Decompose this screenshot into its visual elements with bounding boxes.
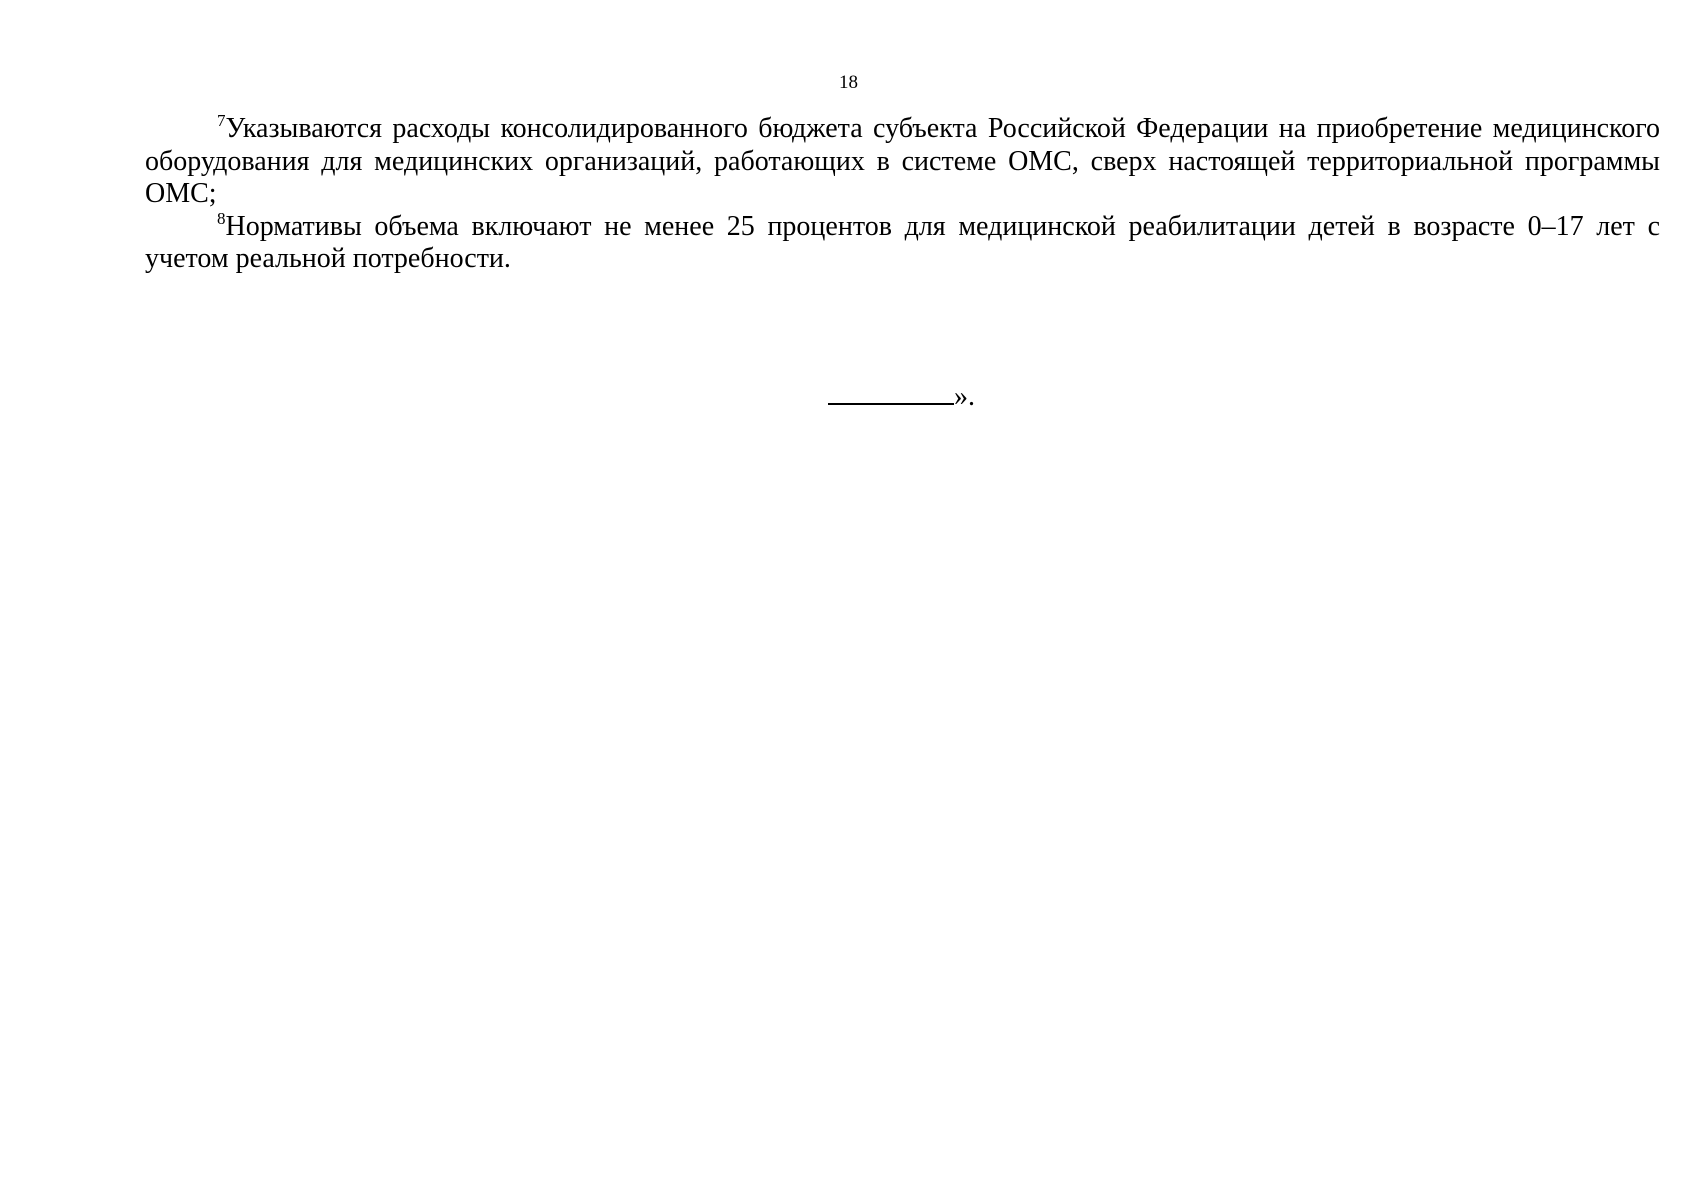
underline-rule	[828, 379, 954, 405]
footnote-text: Указываются расходы консолидированного бюджета субъекта Российской Федерации на приобретение медицинского оборудования для медицинских организаций, работающих в системе ОМС, сверх настоящей территориальной программы ОМС;	[145, 113, 1660, 209]
closing-quote-mark: ».	[954, 381, 975, 412]
page-number: 18	[839, 72, 858, 93]
closing-line	[828, 379, 975, 413]
footnote-7	[145, 113, 1660, 211]
footnotes	[145, 113, 1660, 276]
footnote-text: Нормативы объема включают не менее 25 процентов для медицинской реабилитации детей в возрасте 0–17 лет с учетом реальной потребности.	[145, 210, 1660, 274]
footnote-marker: 8	[217, 208, 226, 228]
footnote-8	[145, 208, 1660, 276]
footnote-marker: 7	[217, 111, 226, 130]
